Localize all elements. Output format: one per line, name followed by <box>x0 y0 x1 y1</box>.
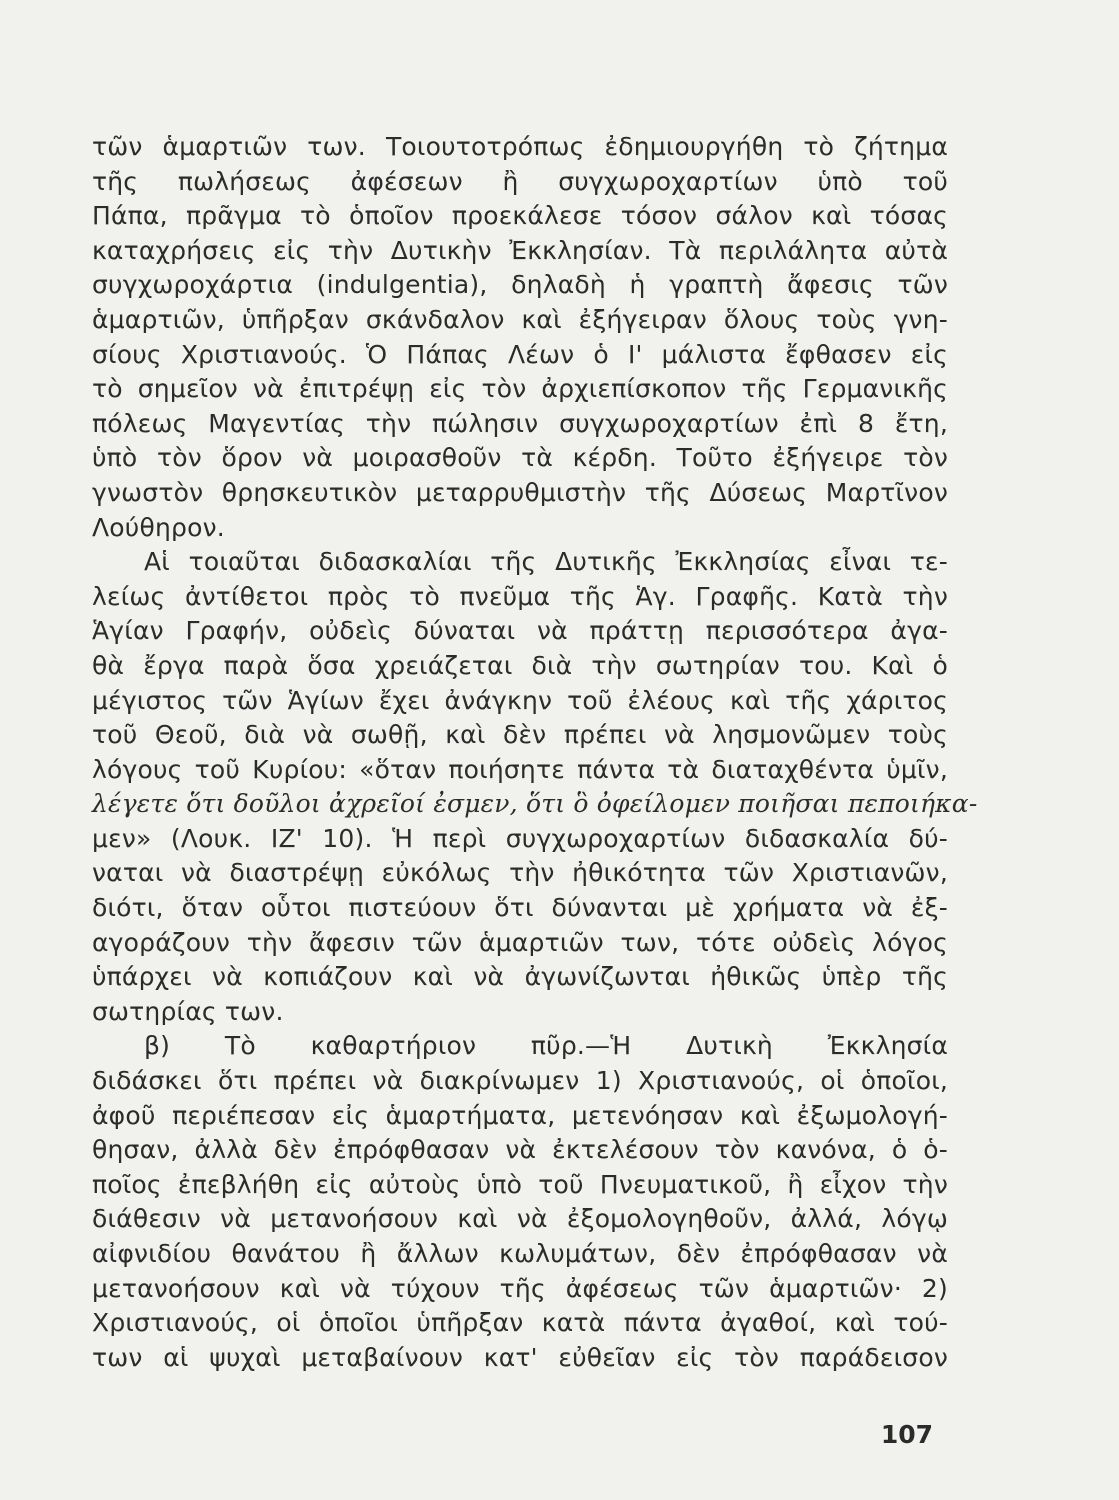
text-line: σωτηρίας των. <box>92 996 284 1026</box>
text-line: γνωστὸν θρησκευτικὸν μεταρρυθμιστὴν τῆς Δύσεως Μαρτῖνον <box>92 477 948 507</box>
text-line: θὰ ἔργα παρὰ ὅσα χρειάζεται διὰ τὴν σωτηρίαν του. Καὶ ὁ <box>92 650 948 680</box>
text-line: διάθεσιν νὰ μετανοήσουν καὶ νὰ ἐξομολογηθοῦν, ἀλλά, λόγῳ <box>92 1204 948 1234</box>
body-text <box>92 130 978 1375</box>
text-line: ἁμαρτιῶν, ὑπῆρξαν σκάνδαλον καὶ ἐξήγειραν ὅλους τοὺς γνη- <box>92 304 948 334</box>
text-line: θησαν, ἀλλὰ δὲν ἐπρόφθασαν νὰ ἐκτελέσουν τὸν κανόνα, ὁ ὁ- <box>92 1135 948 1165</box>
text-line: καταχρήσεις εἰς τὴν Δυτικὴν Ἐκκλησίαν. Τὰ περιλάλητα αὐτὰ <box>92 235 948 265</box>
text-line: των αἱ ψυχαὶ μεταβαίνουν κατ' εὐθεῖαν εἰς τὸν παράδεισον <box>92 1342 948 1372</box>
text-line: ὑπὸ τὸν ὅρον νὰ μοιρασθοῦν τὰ κέρδη. Τοῦτο ἐξήγειρε τὸν <box>92 443 948 473</box>
text-line: λέγετε ὅτι δοῦλοι ἀχρεῖοί ἐσμεν, ὅτι ὃ ὀφείλομεν ποιῆσαι πεποιήκα- <box>92 789 978 819</box>
text-line: αγοράζουν τὴν ἄφεσιν τῶν ἁμαρτιῶν των, τότε οὐδεὶς λόγος <box>92 927 948 957</box>
text-line: λόγους τοῦ Κυρίου: «ὅταν ποιήσητε πάντα τὰ διαταχθέντα ὑμῖν, <box>92 754 948 784</box>
section-heading-line: β) Τὸ καθαρτήριον πῦρ.—Ἡ Δυτικὴ Ἐκκλησία <box>144 1031 948 1061</box>
text-line: σίους Χριστιανούς. Ὁ Πάπας Λέων ὁ Ι' μάλιστα ἔφθασεν εἰς <box>92 339 948 369</box>
text-line: ὑπάρχει νὰ κοπιάζουν καὶ νὰ ἀγωνίζωνται ἠθικῶς ὑπὲρ τῆς <box>92 962 948 992</box>
text-line: τῆς πωλήσεως ἀφέσεων ἢ συγχωροχαρτίων ὑπὸ τοῦ <box>92 166 948 196</box>
text-line: Ἁγίαν Γραφήν, οὐδεὶς δύναται νὰ πράττῃ περισσότερα ἀγα- <box>92 616 948 646</box>
text-line: αἰφνιδίου θανάτου ἢ ἄλλων κωλυμάτων, δὲν ἐπρόφθασαν νὰ <box>92 1239 948 1268</box>
text-line: ἀφοῦ περιέπεσαν εἰς ἁμαρτήματα, μετενόησαν καὶ ἐξωμολογή- <box>92 1100 948 1130</box>
text-line: μετανοήσουν καὶ νὰ τύχουν τῆς ἀφέσεως τῶν ἁμαρτιῶν· 2) <box>92 1273 948 1303</box>
text-line: πόλεως Μαγεντίας τὴν πώλησιν συγχωροχαρτίων ἐπὶ 8 ἔτη, <box>92 408 948 438</box>
text-line: τοῦ Θεοῦ, διὰ νὰ σωθῇ, καὶ δὲν πρέπει νὰ λησμονῶμεν τοὺς <box>92 720 948 750</box>
text-line: μέγιστος τῶν Ἁγίων ἔχει ἀνάγκην τοῦ ἐλέους καὶ τῆς χάριτος <box>92 685 948 715</box>
text-line: τὸ σημεῖον νὰ ἐπιτρέψῃ εἰς τὸν ἀρχιεπίσκοπον τῆς Γερμανικῆς <box>92 374 948 404</box>
text-line: ναται νὰ διαστρέψῃ εὐκόλως τὴν ἠθικότητα τῶν Χριστιανῶν, <box>92 858 948 888</box>
page-number: 107 <box>880 1420 933 1449</box>
text-line: Αἱ τοιαῦται διδασκαλίαι τῆς Δυτικῆς Ἐκκλησίας εἶναι τε- <box>144 547 948 577</box>
text-line: λείως ἀντίθετοι πρὸς τὸ πνεῦμα τῆς Ἁγ. Γραφῆς. Κατὰ τὴν <box>92 581 948 611</box>
text-line: διδάσκει ὅτι πρέπει νὰ διακρίνωμεν 1) Χριστιανούς, οἱ ὁποῖοι, <box>92 1066 948 1096</box>
text-line: διότι, ὅταν οὗτοι πιστεύουν ὅτι δύνανται μὲ χρήματα νὰ ἐξ- <box>92 893 948 923</box>
text-line: μεν» (Λουκ. ΙΖ' 10). Ἡ περὶ συγχωροχαρτίων διδασκαλία δύ- <box>92 823 948 853</box>
text-line: ποῖος ἐπεβλήθη εἰς αὐτοὺς ὑπὸ τοῦ Πνευματικοῦ, ἢ εἶχον τὴν <box>92 1169 948 1199</box>
text-line: Λούθηρον. <box>92 512 225 542</box>
text-line: Χριστιανούς, οἱ ὁποῖοι ὑπῆρξαν κατὰ πάντα ἀγαθοί, καὶ τού- <box>92 1308 948 1338</box>
text-line: Πάπα, πρᾶγμα τὸ ὁποῖον προεκάλεσε τόσον σάλον καὶ τόσας <box>92 201 948 231</box>
text-line: συγχωροχάρτια (indulgentia), δηλαδὴ ἡ γραπτὴ ἄφεσις τῶν <box>92 270 948 300</box>
text-line: τῶν ἁμαρτιῶν των. Τοιουτοτρόπως ἐδημιουργήθη τὸ ζήτημα <box>92 132 948 161</box>
